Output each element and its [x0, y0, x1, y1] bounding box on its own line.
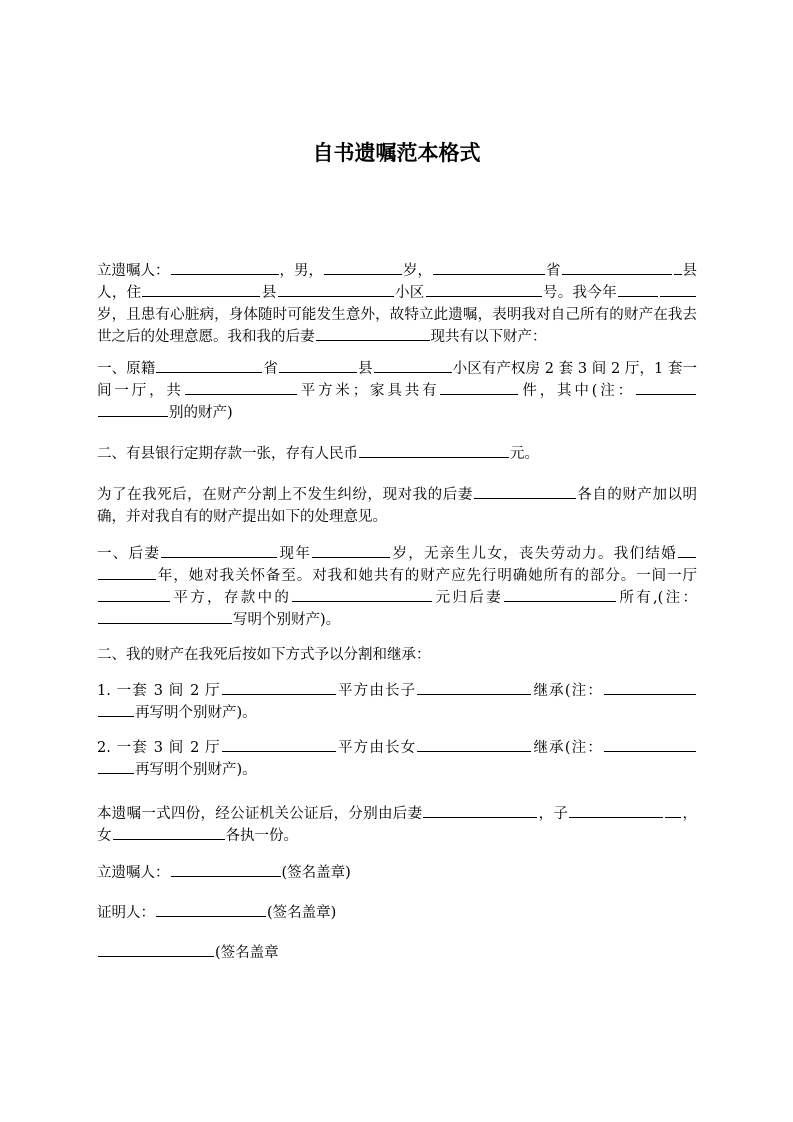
text-segment: 写明个别财产)。 [233, 612, 341, 628]
blank-line [161, 543, 277, 558]
blank-line [171, 260, 279, 275]
signature-witness [97, 902, 697, 924]
text-segment: 小区 [394, 285, 425, 301]
text-segment: 2. 一套 3 间 2 厅 [97, 740, 221, 756]
blank-line [562, 260, 672, 275]
signature-extra [97, 942, 697, 964]
blank-line [156, 358, 262, 373]
text-segment: ，男， [279, 263, 323, 279]
blank-line [142, 282, 260, 297]
text-segment: 一、原籍 [97, 361, 156, 377]
paragraph-intent [97, 484, 697, 528]
blank-line [618, 282, 658, 297]
blank-line [504, 587, 616, 602]
blank-line [604, 680, 696, 695]
paragraph-wife-share [97, 543, 697, 631]
blank-line [98, 587, 170, 602]
text-segment: 二、有县银行定期存款一张，存有人民币 [97, 446, 358, 462]
text-segment: 岁，无亲生儿女，丧失劳动力。我们结婚 [391, 546, 678, 562]
text-segment: 岁，且患有心脏病，身体随时可能发生意外，故特立此遗嘱，表明我对自己所有的财产在我去世之后的处理意愿。我和我的后妻 [97, 307, 697, 345]
text-segment: 平方米；家具共有 [297, 383, 440, 399]
text-segment: (签名盖章) [267, 905, 337, 921]
blank-line [222, 680, 336, 695]
text-segment: 现年 [278, 546, 312, 562]
blank-line [433, 260, 545, 275]
text-segment: 继承(注： [532, 740, 603, 756]
text-segment: 继承(注： [532, 683, 603, 699]
signature-testator [97, 862, 697, 884]
text-segment: (签名盖章 [215, 945, 279, 961]
text-segment: 所有,(注： [617, 590, 697, 606]
text-segment: 为了在我死后，在财产分割上不发生纠纷，现对我的后妻 [97, 487, 473, 503]
blank-line [665, 803, 681, 818]
text-segment: 二、我的财产在我死后按如下方式予以分割和继承： [97, 647, 431, 663]
blank-line [113, 825, 225, 840]
text-segment: 省 [263, 361, 278, 377]
text-segment: 省 [546, 263, 561, 279]
text-segment: 各执一份。 [225, 828, 298, 844]
text-segment: 县 [357, 361, 373, 377]
text-segment: 本遗嘱一式四份，经公证机关公证后，分别由后妻 [97, 806, 423, 822]
text-segment: (签名盖章) [281, 865, 351, 881]
text-segment: 一、后妻 [97, 546, 161, 562]
blank-line [324, 260, 402, 275]
paragraph-bank-deposit [97, 443, 697, 465]
text-segment: 元。 [510, 446, 539, 462]
blank-line [569, 803, 663, 818]
blank-line [426, 282, 542, 297]
paragraph-testator-info [97, 260, 697, 348]
blank-line [423, 803, 537, 818]
text-segment: 小区有产权房 2 套 3 间 2 厅，1 套一间一厅，共 [97, 361, 698, 399]
text-segment: 现共有以下财产： [430, 329, 547, 345]
text-segment: 证明人： [97, 905, 155, 921]
blank-line [316, 326, 430, 341]
text-segment: 各自的财产加以明确，并对我自有的财产提出如下的处理意见。 [97, 487, 698, 525]
blank-line [474, 484, 576, 499]
blank-line [156, 902, 266, 917]
blank-line [674, 260, 682, 275]
text-segment: 件，其中(注： [519, 383, 635, 399]
blank-line [171, 862, 281, 877]
text-segment: 立遗嘱人： [97, 263, 170, 279]
text-segment: 岁， [403, 263, 432, 279]
blank-line [660, 282, 696, 297]
paragraph-copies [97, 803, 697, 847]
blank-line [678, 543, 696, 558]
blank-line [98, 702, 134, 717]
text-segment: 立遗嘱人： [97, 865, 170, 881]
text-segment: ，子 [538, 806, 569, 822]
blank-line [440, 380, 518, 395]
text-segment: 号。我今年 [542, 285, 618, 301]
blank-line [222, 737, 336, 752]
paragraph-inheritance-heading [97, 644, 697, 666]
blank-line [98, 402, 168, 417]
blank-line [636, 380, 696, 395]
paragraph-inheritance-daughter [97, 737, 697, 781]
blank-line [98, 609, 232, 624]
blank-line [98, 565, 156, 580]
blank-line [98, 759, 134, 774]
text-segment: 年，她对我关怀备至。对我和她共有的财产应先行明确她所有的部分。一间一厅 [157, 568, 697, 584]
text-segment: 1. 一套 3 间 2 厅 [97, 683, 221, 699]
text-segment: 县人，住 [97, 263, 697, 301]
paragraph-property-list [97, 358, 697, 424]
text-segment: 别的财产) [169, 405, 233, 421]
blank-line [417, 737, 531, 752]
paragraph-inheritance-son [97, 680, 697, 724]
blank-line [278, 282, 394, 297]
text-segment: ，女 [97, 806, 698, 844]
blank-line [279, 358, 357, 373]
text-segment: 平方由长女 [336, 740, 417, 756]
blank-line [604, 737, 696, 752]
text-segment: 平方，存款中的 [171, 590, 292, 606]
text-segment: 再写明个别财产)。 [135, 762, 257, 778]
text-segment: 元归后妻 [433, 590, 503, 606]
blank-line [417, 680, 531, 695]
text-segment: 平方由长子 [336, 683, 417, 699]
blank-line [98, 942, 214, 957]
text-segment: 县 [261, 285, 277, 301]
document-title: 自书遗嘱范本格式 [312, 141, 481, 165]
blank-line [374, 358, 452, 373]
blank-line [185, 380, 297, 395]
blank-line [292, 587, 432, 602]
blank-line [312, 543, 390, 558]
blank-line [359, 443, 509, 458]
text-segment: 再写明个别财产)。 [135, 705, 257, 721]
